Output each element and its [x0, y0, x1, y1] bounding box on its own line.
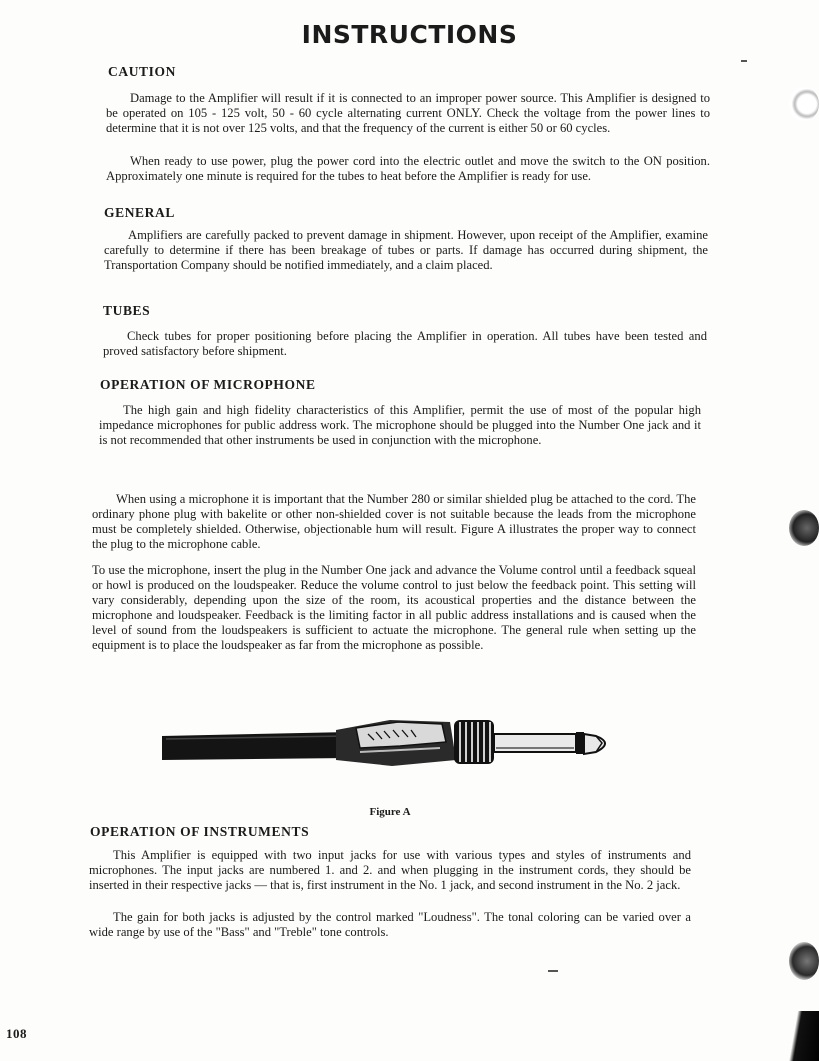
scan-edge-shadow: [785, 1011, 819, 1061]
figure-a: [160, 712, 620, 782]
heading-caution: CAUTION: [108, 64, 176, 79]
binder-hole-middle: [789, 510, 819, 546]
paragraph-microphone-3: To use the microphone, insert the plug in the Number One jack and advance the Volume control until a feedback squeal or howl is produced on the loudspeaker. Reduce the volume control to just below the feedback point. This setting will vary considerably, depending upon the size of the room, its acoustical properties and the distance between the microphone and loudspeaker. Feedback is the limiting factor in all public address installations and is caused when the level of sound from the loudspeakers is sufficient to actuate the microphone. The general rule when setting up the equipment is to place the loudspeaker as far from the microphone as possible.: [92, 563, 696, 652]
scan-speck: [548, 970, 558, 972]
paragraph-caution-1: Damage to the Amplifier will result if it is connected to an improper power source. This Amplifier is designed to be operated on 105 - 125 volt, 50 - 60 cycle alternating current ONLY. Check the voltage from the power lines to determine that it is not over 125 volts, and that the frequency of the current is either 50 or 60 cycles.: [106, 91, 710, 135]
paragraph-microphone-1: The high gain and high fidelity characteristics of this Amplifier, permit the use of most of the popular high impedance microphones for public address work. The microphone should be plugged into the Number One jack and it is not recommended that other instruments be used in conjunction with the microphone.: [99, 403, 701, 447]
binder-hole-top: [789, 87, 819, 121]
page-number: 108: [6, 1026, 27, 1041]
binder-hole-bottom: [789, 942, 819, 980]
paragraph-general-1: Amplifiers are carefully packed to prevent damage in shipment. However, upon receipt of the Amplifier, examine carefully to determine if there has been breakage of tubes or parts. If damage has occurred during shipment, the Transportation Company should be notified immediately, and a claim placed.: [104, 228, 708, 272]
page-title: INSTRUCTIONS: [301, 20, 518, 49]
heading-operation-of-instruments: OPERATION OF INSTRUMENTS: [90, 824, 310, 839]
paragraph-instruments-2: The gain for both jacks is adjusted by the control marked "Loudness". The tonal coloring can be varied over a wide range by use of the "Bass" and "Treble" tone controls.: [89, 910, 691, 939]
paragraph-tubes-1: Check tubes for proper positioning before placing the Amplifier in operation. All tubes have been tested and proved satisfactory before shipment.: [103, 329, 707, 358]
paragraph-instruments-1: This Amplifier is equipped with two input jacks for use with various types and styles of instruments and microphones. The input jacks are numbered 1. and 2. and when plugging in the instrument cords, they should be inserted in their respective jacks — that is, first instrument in the No. 1 jack, and second instrument in the No. 2 jack.: [89, 848, 691, 892]
figure-caption: Figure A: [369, 806, 411, 818]
scan-speck: [741, 60, 747, 62]
heading-tubes: TUBES: [103, 303, 151, 318]
phone-plug-illustration: [160, 712, 620, 782]
paragraph-microphone-2: When using a microphone it is important that the Number 280 or similar shielded plug be attached to the cord. The ordinary phone plug with bakelite or other non-shielded cover is not suitable because the leads from the microphone must be completely shielded. Otherwise, objectionable hum will result. Figure A illustrates the proper way to connect the plug to the microphone cable.: [92, 492, 696, 551]
heading-general: GENERAL: [104, 205, 175, 220]
heading-operation-of-microphone: OPERATION OF MICROPHONE: [100, 377, 316, 392]
paragraph-caution-2: When ready to use power, plug the power cord into the electric outlet and move the switch to the ON position. Approximately one minute is required for the tubes to heat before the Amplifier is ready for use.: [106, 154, 710, 183]
